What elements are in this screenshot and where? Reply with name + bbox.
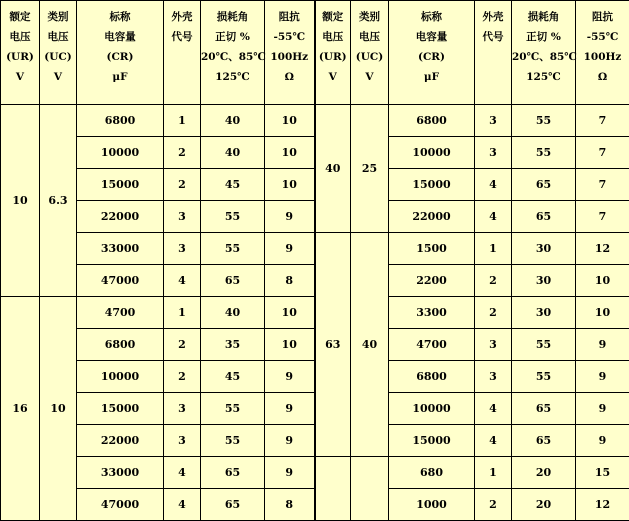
right-tan-cell: 20 bbox=[512, 489, 576, 521]
right-impedance-cell: 10 bbox=[576, 265, 629, 297]
left-tan-cell: 45 bbox=[201, 361, 265, 393]
right-tan-cell: 65 bbox=[512, 169, 576, 201]
header-line: 正切 % bbox=[201, 27, 264, 47]
right-case-code-header bbox=[475, 1, 512, 105]
left-capacitance-cell: 22000 bbox=[77, 425, 164, 457]
header-line: (CR) bbox=[77, 47, 163, 67]
right-category-voltage: 25 bbox=[351, 105, 389, 233]
left-case-cell: 1 bbox=[164, 297, 201, 329]
right-capacitance-header bbox=[389, 1, 475, 105]
left-tan-cell: 55 bbox=[201, 393, 265, 425]
header-line: Ω bbox=[265, 67, 314, 87]
right-rated-voltage: 40 bbox=[315, 105, 351, 233]
left-category-voltage-header bbox=[40, 1, 77, 105]
left-impedance-cell: 10 bbox=[265, 105, 315, 137]
left-tan-cell: 55 bbox=[201, 425, 265, 457]
left-case-cell: 3 bbox=[164, 201, 201, 233]
left-case-cell: 4 bbox=[164, 489, 201, 521]
right-category-voltage-header bbox=[351, 1, 389, 105]
left-impedance-cell: 10 bbox=[265, 329, 315, 361]
left-capacitance-header bbox=[77, 1, 164, 105]
right-impedance-cell: 12 bbox=[576, 489, 629, 521]
right-impedance-cell: 9 bbox=[576, 329, 629, 361]
right-category-voltage bbox=[351, 457, 389, 521]
header-line: 标称 bbox=[77, 7, 163, 27]
left-capacitance-cell: 6800 bbox=[77, 329, 164, 361]
right-capacitance-cell: 10000 bbox=[389, 137, 475, 169]
right-case-cell: 2 bbox=[475, 265, 512, 297]
right-tan-cell: 30 bbox=[512, 297, 576, 329]
header-line: 20℃、85℃ bbox=[512, 47, 575, 67]
header-line: V bbox=[40, 67, 76, 87]
header-line: 正切 % bbox=[512, 27, 575, 47]
header-line: (UR) bbox=[316, 47, 351, 67]
left-tan-cell: 40 bbox=[201, 297, 265, 329]
right-capacitance-cell: 680 bbox=[389, 457, 475, 489]
left-case-code-header bbox=[164, 1, 201, 105]
header-line: V bbox=[316, 67, 351, 87]
right-capacitance-cell: 4700 bbox=[389, 329, 475, 361]
right-impedance-cell: 15 bbox=[576, 457, 629, 489]
header-line: μF bbox=[389, 67, 474, 87]
left-rated-voltage: 10 bbox=[1, 105, 40, 297]
left-capacitance-cell: 22000 bbox=[77, 201, 164, 233]
left-impedance-cell: 10 bbox=[265, 137, 315, 169]
table-body bbox=[1, 105, 629, 521]
left-case-cell: 2 bbox=[164, 361, 201, 393]
right-case-cell: 3 bbox=[475, 137, 512, 169]
left-capacitance-cell: 33000 bbox=[77, 233, 164, 265]
left-case-cell: 1 bbox=[164, 105, 201, 137]
header-line: 电压 bbox=[1, 27, 39, 47]
right-impedance-cell: 7 bbox=[576, 201, 629, 233]
right-tan-cell: 65 bbox=[512, 393, 576, 425]
left-tan-cell: 65 bbox=[201, 457, 265, 489]
left-case-cell: 2 bbox=[164, 169, 201, 201]
right-impedance-cell: 9 bbox=[576, 425, 629, 457]
left-rated-voltage: 16 bbox=[1, 297, 40, 521]
right-impedance-header bbox=[576, 1, 629, 105]
header-line: 电容量 bbox=[77, 27, 163, 47]
header-line: (UC) bbox=[351, 47, 388, 67]
left-case-cell: 3 bbox=[164, 233, 201, 265]
header-line: 类别 bbox=[40, 7, 76, 27]
header-line: 额定 bbox=[1, 7, 39, 27]
right-capacitance-cell: 22000 bbox=[389, 201, 475, 233]
header-line: 电容量 bbox=[389, 27, 474, 47]
left-case-cell: 2 bbox=[164, 329, 201, 361]
header-line: 电压 bbox=[40, 27, 76, 47]
right-capacitance-cell: 10000 bbox=[389, 393, 475, 425]
right-tan-cell: 20 bbox=[512, 457, 576, 489]
header-line: 额定 bbox=[316, 7, 351, 27]
table-row bbox=[1, 105, 629, 137]
right-case-cell: 4 bbox=[475, 393, 512, 425]
left-capacitance-cell: 6800 bbox=[77, 105, 164, 137]
left-impedance-cell: 9 bbox=[265, 425, 315, 457]
left-rated-voltage-header bbox=[1, 1, 40, 105]
header-row bbox=[1, 1, 629, 105]
header-line: 代号 bbox=[164, 27, 200, 47]
right-impedance-cell: 9 bbox=[576, 393, 629, 425]
left-capacitance-cell: 15000 bbox=[77, 393, 164, 425]
right-impedance-cell: 9 bbox=[576, 361, 629, 393]
left-impedance-header bbox=[265, 1, 315, 105]
left-impedance-cell: 9 bbox=[265, 393, 315, 425]
right-capacitance-cell: 6800 bbox=[389, 361, 475, 393]
right-case-cell: 3 bbox=[475, 105, 512, 137]
header-line: (UR) bbox=[1, 47, 39, 67]
right-tan-cell: 30 bbox=[512, 233, 576, 265]
left-tan-cell: 45 bbox=[201, 169, 265, 201]
left-capacitance-cell: 47000 bbox=[77, 265, 164, 297]
right-capacitance-cell: 15000 bbox=[389, 169, 475, 201]
table-row bbox=[1, 233, 629, 265]
left-tan-cell: 55 bbox=[201, 201, 265, 233]
left-case-cell: 4 bbox=[164, 265, 201, 297]
left-impedance-cell: 8 bbox=[265, 489, 315, 521]
header-line: 标称 bbox=[389, 7, 474, 27]
header-line: 损耗角 bbox=[512, 7, 575, 27]
right-tan-cell: 55 bbox=[512, 361, 576, 393]
right-impedance-cell: 7 bbox=[576, 137, 629, 169]
header-line: V bbox=[351, 67, 388, 87]
header-line: 外壳 bbox=[164, 7, 200, 27]
left-tan-cell: 40 bbox=[201, 105, 265, 137]
left-impedance-cell: 9 bbox=[265, 457, 315, 489]
right-capacitance-cell: 1500 bbox=[389, 233, 475, 265]
right-capacitance-cell: 2200 bbox=[389, 265, 475, 297]
left-tan-cell: 65 bbox=[201, 489, 265, 521]
header-line: 类别 bbox=[351, 7, 388, 27]
right-impedance-cell: 7 bbox=[576, 169, 629, 201]
right-case-cell: 2 bbox=[475, 489, 512, 521]
right-rated-voltage-header bbox=[315, 1, 351, 105]
right-case-cell: 1 bbox=[475, 457, 512, 489]
left-tan-cell: 35 bbox=[201, 329, 265, 361]
right-case-cell: 4 bbox=[475, 169, 512, 201]
header-line: V bbox=[1, 67, 39, 87]
right-tan-cell: 65 bbox=[512, 201, 576, 233]
header-line: 100Hz bbox=[576, 47, 629, 67]
right-case-cell: 2 bbox=[475, 297, 512, 329]
left-category-voltage: 10 bbox=[40, 297, 77, 521]
left-capacitance-cell: 10000 bbox=[77, 361, 164, 393]
right-case-cell: 1 bbox=[475, 233, 512, 265]
right-capacitance-cell: 3300 bbox=[389, 297, 475, 329]
left-impedance-cell: 8 bbox=[265, 265, 315, 297]
right-capacitance-cell: 6800 bbox=[389, 105, 475, 137]
right-case-cell: 4 bbox=[475, 201, 512, 233]
right-tan-cell: 55 bbox=[512, 105, 576, 137]
header-line: 阻抗 bbox=[265, 7, 314, 27]
right-tan-cell: 30 bbox=[512, 265, 576, 297]
left-impedance-cell: 9 bbox=[265, 361, 315, 393]
left-capacitance-cell: 33000 bbox=[77, 457, 164, 489]
left-impedance-cell: 10 bbox=[265, 297, 315, 329]
header-line: 100Hz bbox=[265, 47, 314, 67]
left-impedance-cell: 10 bbox=[265, 169, 315, 201]
right-case-cell: 3 bbox=[475, 329, 512, 361]
left-capacitance-cell: 4700 bbox=[77, 297, 164, 329]
header-line: 电压 bbox=[316, 27, 351, 47]
header-line: -55℃ bbox=[576, 27, 629, 47]
right-capacitance-cell: 15000 bbox=[389, 425, 475, 457]
left-capacitance-cell: 47000 bbox=[77, 489, 164, 521]
left-tan-cell: 40 bbox=[201, 137, 265, 169]
header-line: 20℃、85℃ bbox=[201, 47, 264, 67]
left-capacitance-cell: 15000 bbox=[77, 169, 164, 201]
right-impedance-cell: 10 bbox=[576, 297, 629, 329]
right-impedance-cell: 12 bbox=[576, 233, 629, 265]
right-category-voltage: 40 bbox=[351, 233, 389, 457]
header-line: μF bbox=[77, 67, 163, 87]
right-rated-voltage: 63 bbox=[315, 233, 351, 457]
header-line: 125℃ bbox=[201, 67, 264, 87]
left-capacitance-cell: 10000 bbox=[77, 137, 164, 169]
header-line: (CR) bbox=[389, 47, 474, 67]
header-line: Ω bbox=[576, 67, 629, 87]
header-line: 代号 bbox=[475, 27, 511, 47]
right-rated-voltage bbox=[315, 457, 351, 521]
left-category-voltage: 6.3 bbox=[40, 105, 77, 297]
right-tan-cell: 65 bbox=[512, 425, 576, 457]
right-case-cell: 3 bbox=[475, 361, 512, 393]
left-case-cell: 2 bbox=[164, 137, 201, 169]
left-impedance-cell: 9 bbox=[265, 233, 315, 265]
header-line: -55℃ bbox=[265, 27, 314, 47]
left-case-cell: 3 bbox=[164, 393, 201, 425]
header-line: 电压 bbox=[351, 27, 388, 47]
left-impedance-cell: 9 bbox=[265, 201, 315, 233]
header-line: 外壳 bbox=[475, 7, 511, 27]
left-case-cell: 3 bbox=[164, 425, 201, 457]
right-tan-cell: 55 bbox=[512, 329, 576, 361]
header-line: 损耗角 bbox=[201, 7, 264, 27]
left-tan-delta-header bbox=[201, 1, 265, 105]
right-tan-delta-header bbox=[512, 1, 576, 105]
right-capacitance-cell: 1000 bbox=[389, 489, 475, 521]
right-tan-cell: 55 bbox=[512, 137, 576, 169]
table-row bbox=[1, 457, 629, 489]
header-line: (UC) bbox=[40, 47, 76, 67]
right-case-cell: 4 bbox=[475, 425, 512, 457]
header-line: 125℃ bbox=[512, 67, 575, 87]
left-tan-cell: 65 bbox=[201, 265, 265, 297]
header-line: 阻抗 bbox=[576, 7, 629, 27]
left-case-cell: 4 bbox=[164, 457, 201, 489]
left-tan-cell: 55 bbox=[201, 233, 265, 265]
right-impedance-cell: 7 bbox=[576, 105, 629, 137]
